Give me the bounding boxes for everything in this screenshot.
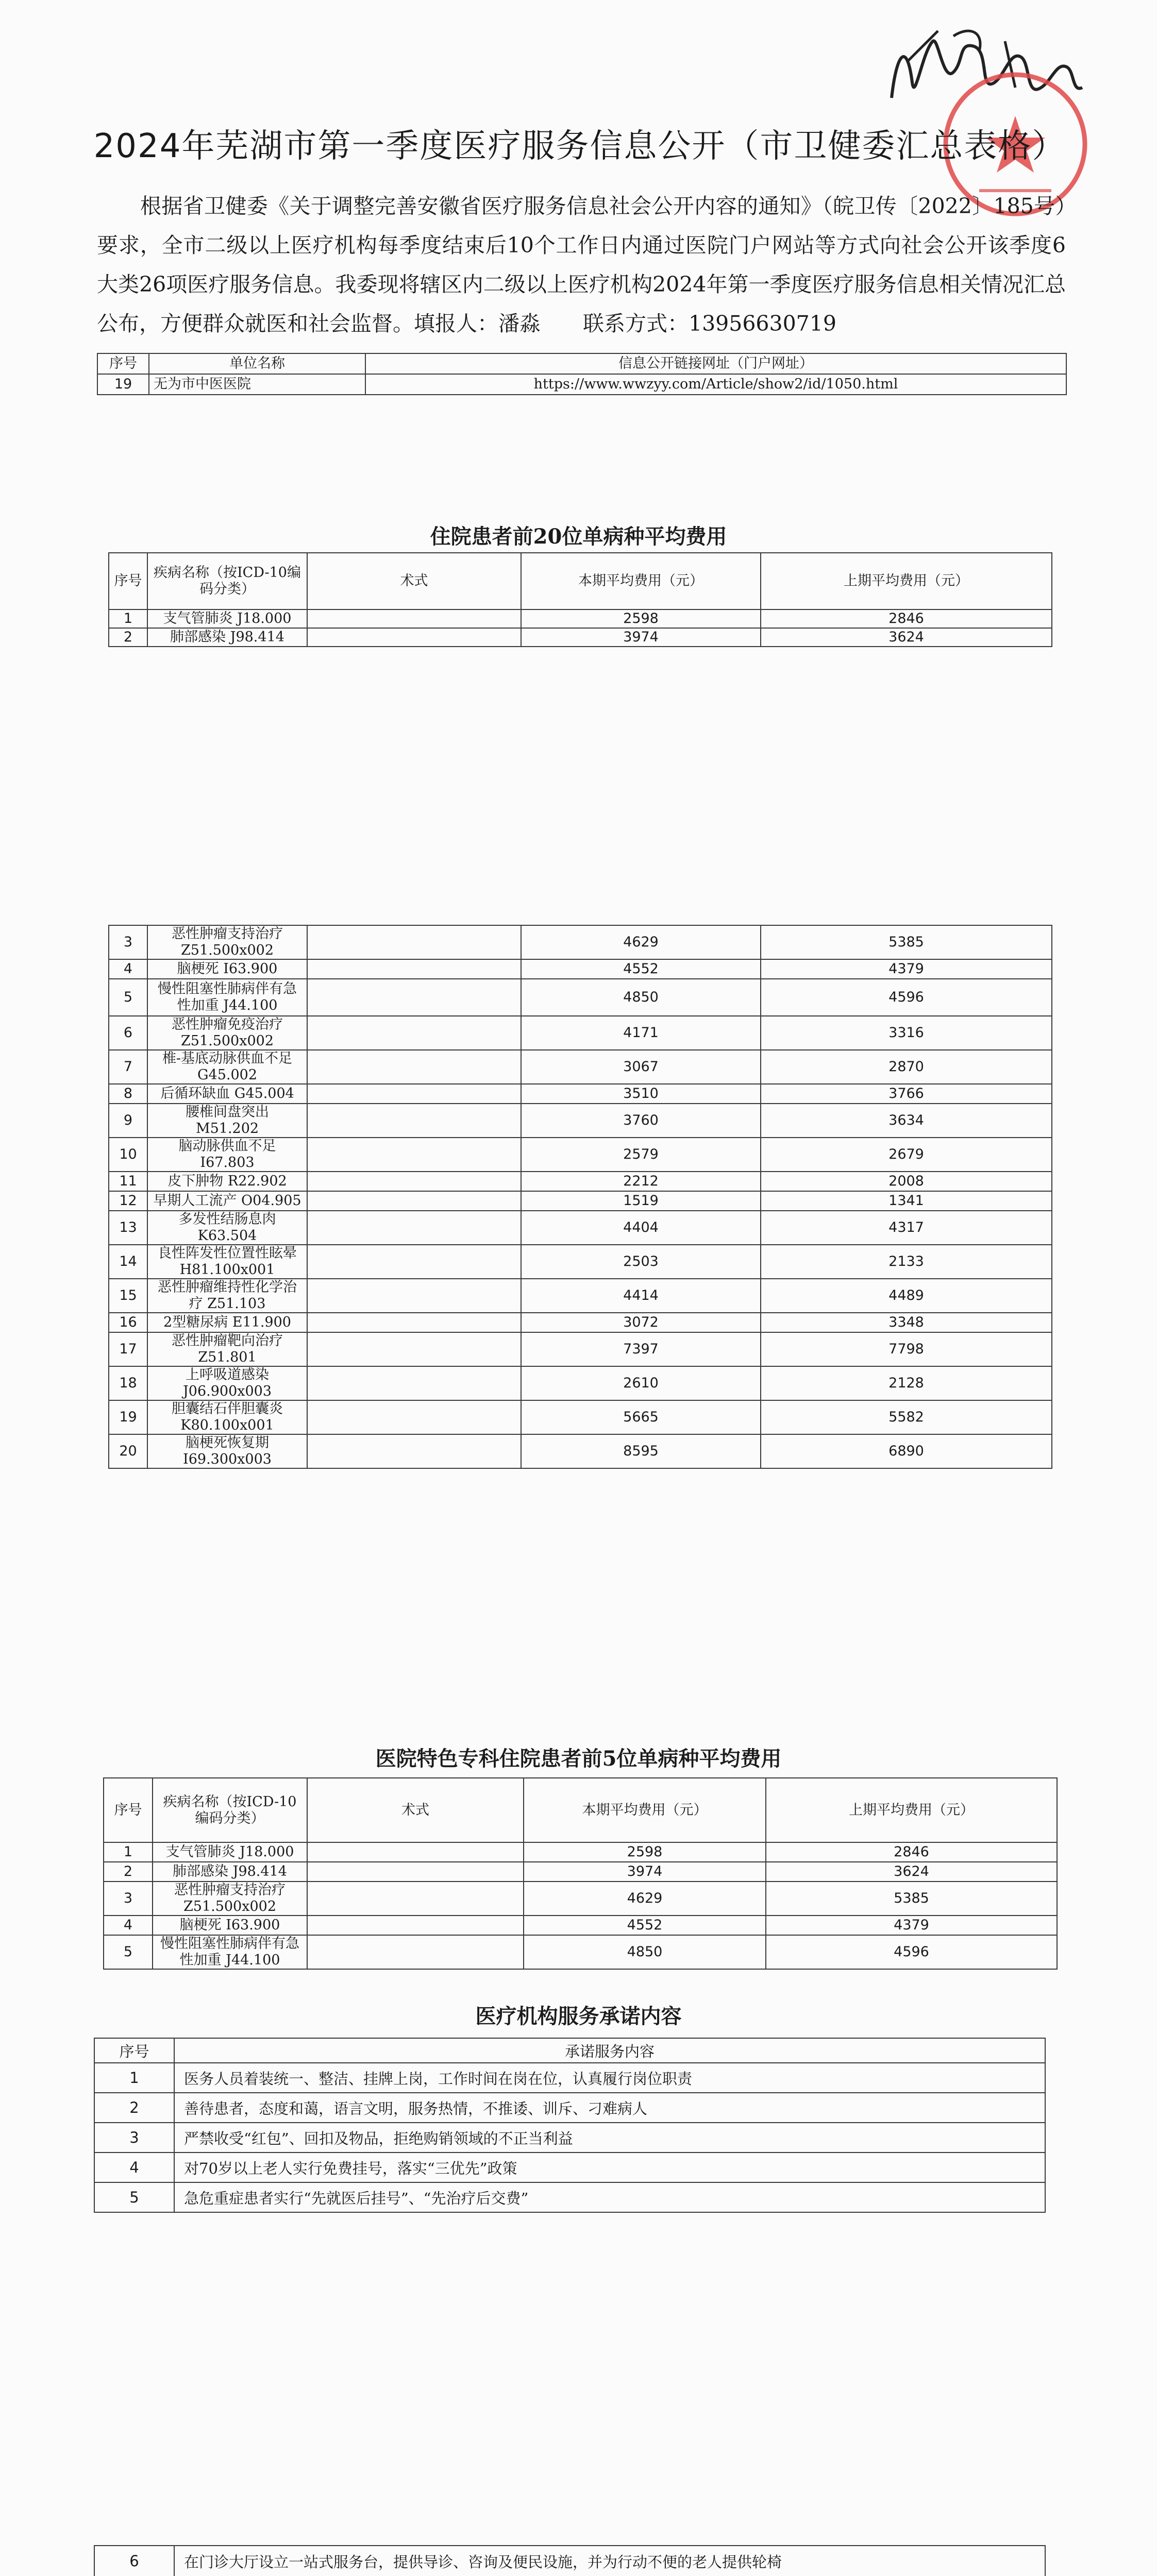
table-row: [97, 374, 1066, 395]
intro-paragraph: 根据省卫健委《关于调整完善安徽省医疗服务信息社会公开内容的通知》（皖卫传〔2022〕185号）要求，全市二级以上医疗机构每季度结束后10个工作日内通过医院门户网站等方式向社会公开该季度6大类26项医疗服务信息。我委现将辖区内二级以上医疗机构2024年第一季度医疗服务信息相关情况汇总公布，方便群众就医和社会监督。填报人：潘淼 联系方式：13956630719: [97, 194, 1066, 336]
header-procedure: 术式: [307, 1778, 524, 1842]
row-current-cost: 4850: [521, 979, 761, 1016]
row-previous-cost: 4317: [761, 1211, 1052, 1245]
row-disease: 早期人工流产 O04.905: [147, 1191, 307, 1211]
row-index: 14: [109, 1245, 147, 1279]
row-index: 13: [109, 1211, 147, 1245]
row-disease: 脑梗死恢复期 I69.300x003: [147, 1434, 307, 1468]
row-procedure: [307, 1245, 521, 1279]
row-index: 3: [109, 925, 147, 959]
table-row: [109, 1191, 1052, 1211]
table-row: [109, 1245, 1052, 1279]
row-index: 17: [109, 1332, 147, 1366]
row-current-cost: 8595: [521, 1434, 761, 1468]
row-disease: 恶性肿瘤支持治疗 Z51.500x002: [153, 1882, 307, 1916]
table-row: [94, 2123, 1045, 2153]
top20-title: 住院患者前20位单病种平均费用: [430, 524, 727, 549]
row-index: 19: [97, 374, 149, 395]
table-row: [94, 2063, 1045, 2093]
row-previous-cost: 2128: [761, 1366, 1052, 1400]
header-disease: 疾病名称（按ICD-10编码分类）: [153, 1778, 307, 1842]
row-index: 2: [104, 1862, 153, 1882]
row-index: 3: [104, 1882, 153, 1916]
row-index: 3: [94, 2123, 174, 2153]
row-previous-cost: 7798: [761, 1332, 1052, 1366]
row-procedure: [307, 1138, 521, 1172]
row-disease: 后循环缺血 G45.004: [147, 1084, 307, 1104]
header-disease: 疾病名称（按ICD-10编码分类）: [147, 553, 307, 609]
row-procedure: [307, 925, 521, 959]
table-row: [109, 959, 1052, 979]
table-row: [109, 609, 1052, 628]
row-current-cost: 4171: [521, 1016, 761, 1050]
row-disease: 胆囊结石伴胆囊炎 K80.100x001: [147, 1400, 307, 1434]
row-index: 19: [109, 1400, 147, 1434]
row-content: 在门诊大厅设立一站式服务台，提供导诊、咨询及便民设施，并为行动不便的老人提供轮椅: [174, 2546, 1045, 2576]
header-index: 序号: [94, 2038, 174, 2063]
row-index: 6: [94, 2546, 174, 2576]
row-current-cost: 4552: [524, 1916, 766, 1935]
row-disease: 脑梗死 I63.900: [147, 959, 307, 979]
row-current-cost: 2579: [521, 1138, 761, 1172]
row-disease: 多发性结肠息肉 K63.504: [147, 1211, 307, 1245]
row-previous-cost: 4379: [761, 959, 1052, 979]
row-index: 8: [109, 1084, 147, 1104]
table-row: [104, 1882, 1057, 1916]
row-previous-cost: 5385: [761, 925, 1052, 959]
row-current-cost: 2610: [521, 1366, 761, 1400]
top20-table-part1: [108, 552, 1052, 647]
table-row: [109, 1434, 1052, 1468]
row-content: 急危重症患者实行“先就医后挂号”、“先治疗后交费”: [174, 2182, 1045, 2212]
specialty-title: 医院特色专科住院患者前5位单病种平均费用: [375, 1747, 782, 1771]
row-previous-cost: 2008: [761, 1172, 1052, 1191]
row-procedure: [307, 628, 521, 647]
header-link: 信息公开链接网址（门户网址）: [365, 353, 1066, 374]
table-row: [109, 1084, 1052, 1104]
row-disease: 慢性阻塞性肺病伴有急性加重 J44.100: [147, 979, 307, 1016]
row-current-cost: 4629: [521, 925, 761, 959]
table-row: [109, 1279, 1052, 1313]
row-procedure: [307, 1084, 521, 1104]
row-index: 10: [109, 1138, 147, 1172]
header-previous-cost: 上期平均费用（元）: [766, 1778, 1057, 1842]
row-disease: 肺部感染 J98.414: [153, 1862, 307, 1882]
row-disease: 慢性阻塞性肺病伴有急性加重 J44.100: [153, 1935, 307, 1969]
specialty-table: [103, 1777, 1058, 1970]
row-index: 1: [109, 609, 147, 628]
row-disease: 脑梗死 I63.900: [153, 1916, 307, 1935]
row-current-cost: 3974: [524, 1862, 766, 1882]
row-procedure: [307, 1434, 521, 1468]
row-current-cost: 1519: [521, 1191, 761, 1211]
row-index: 11: [109, 1172, 147, 1191]
row-procedure: [307, 1862, 524, 1882]
header-procedure: 术式: [307, 553, 521, 609]
row-current-cost: 3974: [521, 628, 761, 647]
row-current-cost: 2598: [524, 1842, 766, 1862]
row-current-cost: 3760: [521, 1104, 761, 1138]
row-content: 严禁收受“红包”、回扣及物品，拒绝购销领域的不正当利益: [174, 2123, 1045, 2153]
table-row: [94, 2153, 1045, 2182]
header-index: 序号: [109, 553, 147, 609]
table-row: [109, 1138, 1052, 1172]
row-current-cost: 4629: [524, 1882, 766, 1916]
row-disease: 皮下肿物 R22.902: [147, 1172, 307, 1191]
row-procedure: [307, 1935, 524, 1969]
table-row: [109, 925, 1052, 959]
row-procedure: [307, 1400, 521, 1434]
row-previous-cost: 4379: [766, 1916, 1057, 1935]
row-index: 2: [94, 2093, 174, 2123]
row-previous-cost: 6890: [761, 1434, 1052, 1468]
table-row: [104, 1842, 1057, 1862]
hospital-table: [97, 353, 1067, 395]
table-row: [109, 1366, 1052, 1400]
document-title: 2024年芜湖市第一季度医疗服务信息公开（市卫健委汇总表格）: [93, 127, 1066, 165]
header-hospital: 单位名称: [149, 353, 365, 374]
top20-table-part2: [108, 925, 1052, 1469]
header-index: 序号: [104, 1778, 153, 1842]
row-index: 1: [104, 1842, 153, 1862]
header-current-cost: 本期平均费用（元）: [521, 553, 761, 609]
row-disease: 恶性肿瘤靶向治疗 Z51.801: [147, 1332, 307, 1366]
row-previous-cost: 2133: [761, 1245, 1052, 1279]
row-procedure: [307, 1842, 524, 1862]
row-current-cost: 3067: [521, 1050, 761, 1084]
table-row: [109, 1050, 1052, 1084]
row-previous-cost: 2846: [761, 609, 1052, 628]
row-index: 6: [109, 1016, 147, 1050]
row-index: 1: [94, 2063, 174, 2093]
row-previous-cost: 3766: [761, 1084, 1052, 1104]
row-procedure: [307, 979, 521, 1016]
row-previous-cost: 3348: [761, 1313, 1052, 1332]
row-procedure: [307, 1332, 521, 1366]
row-index: 16: [109, 1313, 147, 1332]
row-index: 4: [94, 2153, 174, 2182]
row-previous-cost: 5582: [761, 1400, 1052, 1434]
promises-table-part1: [94, 2038, 1046, 2213]
row-procedure: [307, 1882, 524, 1916]
row-index: 4: [104, 1916, 153, 1935]
row-index: 9: [109, 1104, 147, 1138]
table-row: [109, 628, 1052, 647]
row-disease: 椎-基底动脉供血不足 G45.002: [147, 1050, 307, 1084]
table-row: [94, 2546, 1045, 2576]
table-row: [109, 1400, 1052, 1434]
table-row: [94, 2093, 1045, 2123]
table-row: [109, 979, 1052, 1016]
table-row: [109, 1104, 1052, 1138]
row-procedure: [307, 1172, 521, 1191]
row-current-cost: 4850: [524, 1935, 766, 1969]
row-current-cost: 4414: [521, 1279, 761, 1313]
table-row: [109, 1313, 1052, 1332]
row-index: 15: [109, 1279, 147, 1313]
row-previous-cost: 4489: [761, 1279, 1052, 1313]
header-index: 序号: [97, 353, 149, 374]
row-index: 18: [109, 1366, 147, 1400]
table-row: [109, 1016, 1052, 1050]
hospital-name: 无为市中医医院: [149, 374, 365, 395]
row-previous-cost: 4596: [761, 979, 1052, 1016]
row-content: 善待患者，态度和蔼，语言文明，服务热情，不推诿、训斥、刁难病人: [174, 2093, 1045, 2123]
row-previous-cost: 5385: [766, 1882, 1057, 1916]
row-index: 5: [104, 1935, 153, 1969]
row-previous-cost: 2870: [761, 1050, 1052, 1084]
row-procedure: [307, 1016, 521, 1050]
promises-title: 医疗机构服务承诺内容: [475, 2004, 682, 2028]
table-row: [104, 1935, 1057, 1969]
table-row: [109, 1332, 1052, 1366]
header-current-cost: 本期平均费用（元）: [524, 1778, 766, 1842]
row-procedure: [307, 609, 521, 628]
row-content: 医务人员着装统一、整洁、挂牌上岗，工作时间在岗在位，认真履行岗位职责: [174, 2063, 1045, 2093]
row-content: 对70岁以上老人实行免费挂号，落实“三优先”政策: [174, 2153, 1045, 2182]
row-procedure: [307, 1191, 521, 1211]
row-previous-cost: 4596: [766, 1935, 1057, 1969]
row-index: 20: [109, 1434, 147, 1468]
row-current-cost: 3510: [521, 1084, 761, 1104]
row-index: 12: [109, 1191, 147, 1211]
row-procedure: [307, 1313, 521, 1332]
row-index: 4: [109, 959, 147, 979]
hospital-link[interactable]: https://www.wwzyy.com/Article/show2/id/1050.html: [365, 374, 1066, 395]
row-previous-cost: 1341: [761, 1191, 1052, 1211]
row-disease: 支气管肺炎 J18.000: [153, 1842, 307, 1862]
row-procedure: [307, 959, 521, 979]
row-procedure: [307, 1104, 521, 1138]
row-current-cost: 2503: [521, 1245, 761, 1279]
row-disease: 肺部感染 J98.414: [147, 628, 307, 647]
header-content: 承诺服务内容: [174, 2038, 1045, 2063]
table-row: [94, 2182, 1045, 2212]
table-row: [109, 1172, 1052, 1191]
row-procedure: [307, 1279, 521, 1313]
row-previous-cost: 3624: [761, 628, 1052, 647]
row-disease: 恶性肿瘤维持性化学治疗 Z51.103: [147, 1279, 307, 1313]
row-previous-cost: 2679: [761, 1138, 1052, 1172]
row-previous-cost: 3316: [761, 1016, 1052, 1050]
row-procedure: [307, 1050, 521, 1084]
row-disease: 支气管肺炎 J18.000: [147, 609, 307, 628]
row-current-cost: 4552: [521, 959, 761, 979]
row-disease: 脑动脉供血不足 I67.803: [147, 1138, 307, 1172]
row-disease: 良性阵发性位置性眩晕 H81.100x001: [147, 1245, 307, 1279]
row-index: 5: [94, 2182, 174, 2212]
row-current-cost: 4404: [521, 1211, 761, 1245]
row-current-cost: 5665: [521, 1400, 761, 1434]
table-row: [109, 1211, 1052, 1245]
row-index: 2: [109, 628, 147, 647]
row-previous-cost: 3624: [766, 1862, 1057, 1882]
row-previous-cost: 2846: [766, 1842, 1057, 1862]
row-current-cost: 2598: [521, 609, 761, 628]
promises-table-part2: [94, 2545, 1046, 2576]
row-index: 5: [109, 979, 147, 1016]
row-previous-cost: 3634: [761, 1104, 1052, 1138]
row-disease: 恶性肿瘤免疫治疗 Z51.500x002: [147, 1016, 307, 1050]
row-index: 7: [109, 1050, 147, 1084]
row-current-cost: 3072: [521, 1313, 761, 1332]
row-procedure: [307, 1916, 524, 1935]
row-current-cost: 2212: [521, 1172, 761, 1191]
row-disease: 腰椎间盘突出 M51.202: [147, 1104, 307, 1138]
row-current-cost: 7397: [521, 1332, 761, 1366]
row-disease: 2型糖尿病 E11.900: [147, 1313, 307, 1332]
row-disease: 上呼吸道感染 J06.900x003: [147, 1366, 307, 1400]
row-procedure: [307, 1366, 521, 1400]
table-row: [104, 1862, 1057, 1882]
row-procedure: [307, 1211, 521, 1245]
header-previous-cost: 上期平均费用（元）: [761, 553, 1052, 609]
row-disease: 恶性肿瘤支持治疗 Z51.500x002: [147, 925, 307, 959]
table-row: [104, 1916, 1057, 1935]
